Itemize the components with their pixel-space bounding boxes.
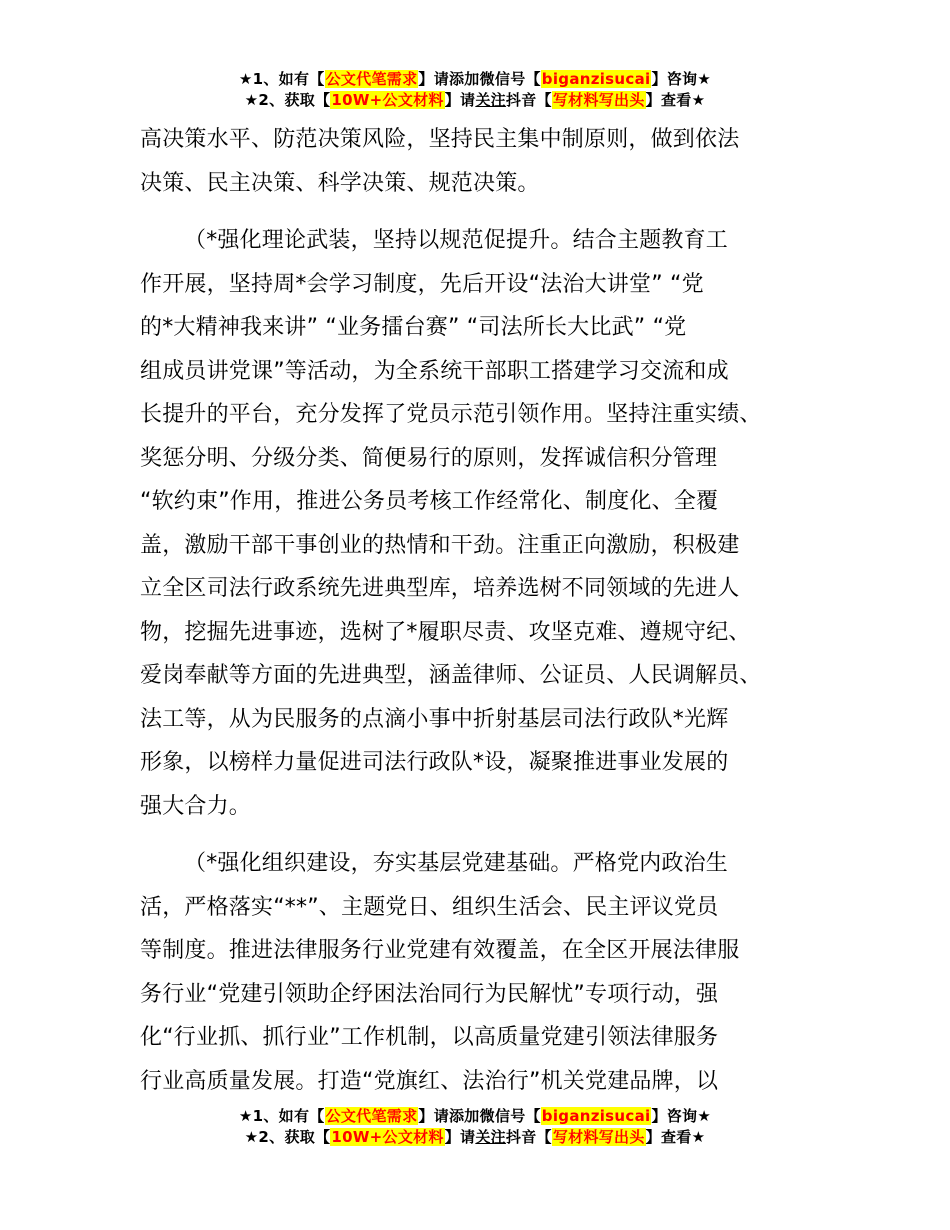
text-line: 奖惩分明、分级分类、简便易行的原则，发挥诚信积分管理 [140, 445, 718, 471]
footer-banner-line-2 [0, 1127, 950, 1148]
banner-text: 】请 [444, 91, 476, 109]
banner-highlight: biganzisucai [541, 1107, 651, 1125]
banner-highlight: 10W+公文材料 [331, 91, 444, 109]
text-line: 务行业“党建引领助企纾困法治同行为民解忧”专项行动，强 [140, 981, 719, 1007]
text-line: “软约束”作用，推进公务员考核工作经常化、制度化、全覆 [140, 489, 719, 514]
banner-highlight: 公文代笔需求 [325, 70, 418, 88]
banner-text: 】咨询★ [651, 1107, 712, 1125]
banner-highlight: 10W+公文材料 [331, 1128, 444, 1146]
banner-underlined-text: 关注 [475, 91, 506, 109]
header-banner-line-2 [0, 90, 950, 111]
banner-text: 】请 [444, 1128, 476, 1146]
text-line: 行业高质量发展。打造“党旗红、法治行”机关党建品牌，以 [140, 1068, 719, 1094]
text-line: 物，挖掘先进事迹，选树了*履职尽责、攻坚克难、遵规守纪、 [140, 619, 751, 645]
text-line: 等制度。推进法律服务行业党建有效覆盖，在全区开展法律服 [140, 938, 740, 963]
banner-highlight: biganzisucai [541, 70, 651, 88]
banner-text: 】查看★ [645, 91, 706, 109]
banner-highlight: 写材料写出头 [552, 91, 645, 109]
text-line: 强大合力。 [140, 793, 252, 819]
footer-banner [0, 1106, 950, 1148]
banner-underlined-text: 关注 [475, 1128, 506, 1146]
paragraph-3 [140, 842, 820, 1103]
text-line: 长提升的平台，充分发挥了党员示范引领作用。坚持注重实绩、 [140, 402, 762, 427]
paragraph-2 [140, 219, 820, 828]
text-line: 的*大精神我来讲” “业务擂台赛” “司法所长大比武” “党 [140, 315, 687, 340]
footer-banner-line-1 [0, 1106, 950, 1127]
header-banner-line-1 [0, 69, 950, 90]
banner-text: 抖音【 [505, 1128, 552, 1146]
text-line: （*强化理论武装，坚持以规范促提升。结合主题教育工 [184, 228, 729, 253]
text-line: （*强化组织建设，夯实基层党建基础。严格党内政治生 [184, 851, 729, 876]
paragraph-1 [140, 118, 820, 205]
banner-text: 抖音【 [505, 91, 552, 109]
text-line: 活，严格落实“**”、主题党日、组织生活会、民主评议党员 [140, 894, 719, 920]
text-line: 形象，以榜样力量促进司法行政队*设，凝聚推进事业发展的 [140, 750, 729, 775]
banner-text: ★2、获取【 [244, 91, 331, 109]
text-line: 盖，激励干部干事创业的热情和干劲。注重正向激励，积极建 [140, 532, 740, 558]
banner-text: 】查看★ [645, 1128, 706, 1146]
banner-text: 】咨询★ [651, 70, 712, 88]
header-banner [0, 69, 950, 111]
text-line: 法工等，从为民服务的点滴小事中折射基层司法行政队*光辉 [140, 706, 729, 732]
document-body [140, 118, 820, 1103]
text-line: 爱岗奉献等方面的先进典型，涵盖律师、公证员、人民调解员、 [140, 663, 762, 688]
banner-text: 】请添加微信号【 [418, 1107, 541, 1125]
banner-highlight: 写材料写出头 [552, 1128, 645, 1146]
text-line: 组成员讲党课”等活动，为全系统干部职工搭建学习交流和成 [140, 358, 729, 384]
banner-text: ★1、如有【 [238, 70, 325, 88]
text-line: 化“行业抓、抓行业”工作机制，以高质量党建引领法律服务 [140, 1025, 719, 1050]
banner-text: ★1、如有【 [238, 1107, 325, 1125]
text-line: 立全区司法行政系统先进典型库，培养选树不同领域的先进人 [140, 576, 740, 601]
banner-highlight: 公文代笔需求 [325, 1107, 418, 1125]
banner-text: 】请添加微信号【 [418, 70, 541, 88]
text-line: 高决策水平、防范决策风险，坚持民主集中制原则，做到依法 [140, 127, 740, 152]
text-line: 作开展，坚持周*会学习制度，先后开设“法治大讲堂” “党 [140, 271, 704, 297]
banner-text: ★2、获取【 [244, 1128, 331, 1146]
text-line: 决策、民主决策、科学决策、规范决策。 [140, 170, 540, 196]
